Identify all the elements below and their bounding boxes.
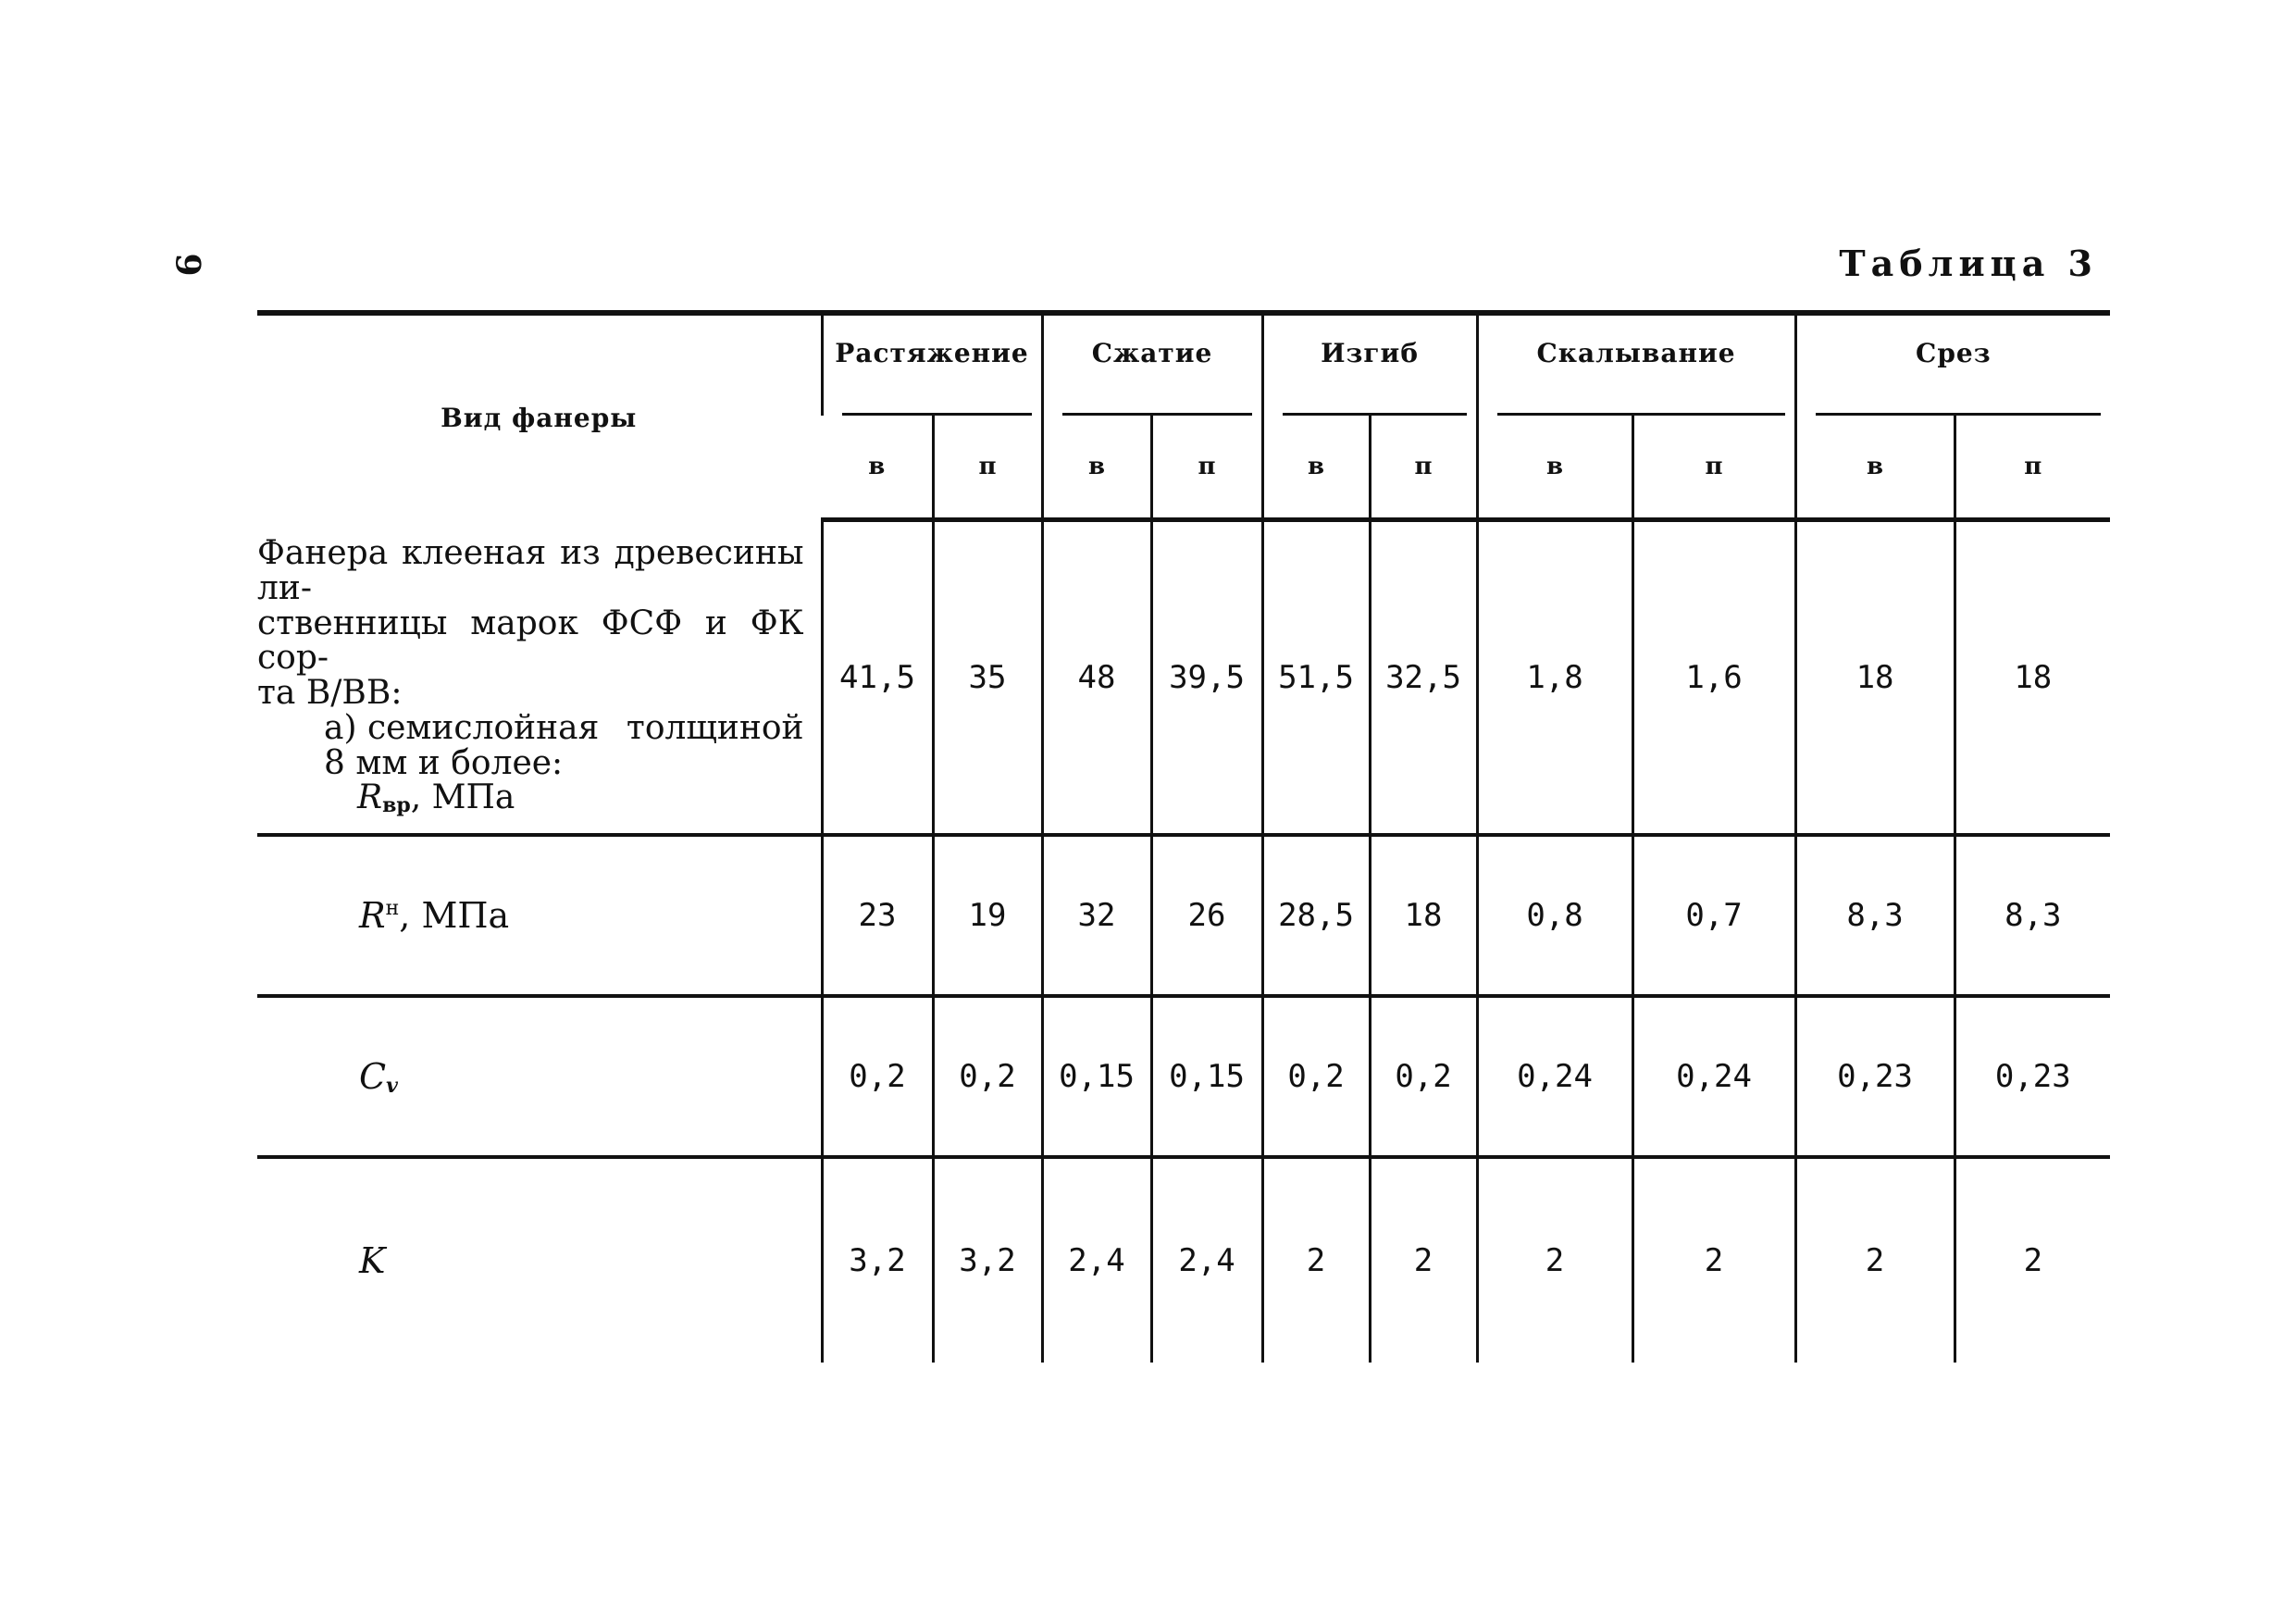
symbol-rn-superscript: н (385, 897, 400, 920)
header-compression (1042, 313, 1262, 416)
row-label-k: K (359, 1240, 386, 1281)
cell-r2-tension-p: 19 (933, 835, 1042, 996)
description-line-1: Фанера клееная из древесины ли- (257, 533, 804, 607)
cell-r2-chipping-v: 0,8 (1477, 835, 1632, 996)
subcol-bending-p: п (1370, 416, 1477, 520)
cell-r2-chipping-p: 0,7 (1632, 835, 1795, 996)
cell-r1-compression-v: 48 (1042, 520, 1151, 836)
cell-r3-tension-v: 0,2 (822, 996, 933, 1157)
cell-r1-bending-p: 32,5 (1370, 520, 1477, 836)
description-line-3: та В/ВВ: (257, 674, 403, 713)
cell-r4-shear-p: 2 (1955, 1157, 2110, 1363)
cell-r2-tension-v: 23 (822, 835, 933, 996)
cell-r3-bending-v: 0,2 (1262, 996, 1370, 1157)
cell-r1-chipping-v: 1,8 (1477, 520, 1632, 836)
cell-r4-chipping-p: 2 (1632, 1157, 1795, 1363)
subcol-compression-p: п (1151, 416, 1262, 520)
cell-r1-shear-p: 18 (1955, 520, 2110, 836)
subcol-tension-v: в (822, 416, 933, 520)
cell-r4-shear-v: 2 (1795, 1157, 1955, 1363)
symbol-r-subscript: вр (382, 793, 411, 818)
table-row (257, 1157, 2110, 1363)
cell-r2-bending-p: 18 (1370, 835, 1477, 996)
symbol-rn-unit: , МПа (399, 895, 510, 936)
cell-r1-tension-v: 41,5 (822, 520, 933, 836)
header-tension (822, 313, 1042, 416)
cell-r4-bending-p: 2 (1370, 1157, 1477, 1363)
cell-r3-shear-p: 0,23 (1955, 996, 2110, 1157)
header-bending (1262, 313, 1477, 416)
cell-r4-tension-v: 3,2 (822, 1157, 933, 1363)
description-line-4 (257, 708, 804, 747)
cell-r3-compression-p: 0,15 (1151, 996, 1262, 1157)
description-line-4-right: толщиной (626, 708, 804, 747)
subcol-chipping-p: п (1632, 416, 1795, 520)
cell-r1-shear-v: 18 (1795, 520, 1955, 836)
table-caption: Таблица 3 (1839, 243, 2098, 284)
header-tension-label: Растяжение (835, 337, 1029, 368)
page-number: 9 (168, 253, 207, 277)
cell-r3-chipping-p: 0,24 (1632, 996, 1795, 1157)
row-label-cv (257, 996, 822, 1157)
cell-r4-bending-v: 2 (1262, 1157, 1370, 1363)
header-bending-label: Изгиб (1321, 337, 1419, 368)
cell-r1-bending-v: 51,5 (1262, 520, 1370, 836)
cell-r2-bending-v: 28,5 (1262, 835, 1370, 996)
header-chipping (1477, 313, 1795, 416)
description-symbol-line (257, 780, 804, 816)
symbol-r: R (357, 778, 383, 817)
subcol-tension-p: п (933, 416, 1042, 520)
cell-r1-compression-p: 39,5 (1151, 520, 1262, 836)
cell-r2-compression-v: 32 (1042, 835, 1151, 996)
row-label-plywood-description (257, 520, 822, 836)
subcol-compression-v: в (1042, 416, 1151, 520)
description-line-2: ственницы марок ФСФ и ФК сор- (257, 604, 804, 678)
subcol-shear-v: в (1795, 416, 1955, 520)
cell-r3-chipping-v: 0,24 (1477, 996, 1632, 1157)
cell-r3-shear-v: 0,23 (1795, 996, 1955, 1157)
cell-r4-compression-v: 2,4 (1042, 1157, 1151, 1363)
cell-r1-chipping-p: 1,6 (1632, 520, 1795, 836)
subcol-shear-p: п (1955, 416, 2110, 520)
subcol-chipping-v: в (1477, 416, 1632, 520)
cell-r3-bending-p: 0,2 (1370, 996, 1477, 1157)
cell-r2-compression-p: 26 (1151, 835, 1262, 996)
description-line-5: 8 мм и более: (324, 743, 564, 782)
description-line-4-left: а) семислойная (324, 708, 600, 747)
row-label-rn (257, 835, 822, 996)
cell-r3-compression-v: 0,15 (1042, 996, 1151, 1157)
header-chipping-label: Скалывание (1536, 337, 1736, 368)
cell-r1-tension-p: 35 (933, 520, 1042, 836)
subcol-bending-v: в (1262, 416, 1370, 520)
header-shear-label: Срез (1916, 337, 1992, 368)
table-row (257, 520, 2110, 836)
symbol-cv: C (359, 1055, 387, 1097)
cell-r2-shear-p: 8,3 (1955, 835, 2110, 996)
cell-r3-tension-p: 0,2 (933, 996, 1042, 1157)
table-row (257, 996, 2110, 1157)
header-shear (1795, 313, 2110, 416)
properties-table (257, 310, 2110, 1363)
symbol-unit: , МПа (410, 778, 515, 817)
symbol-cv-subscript: v (386, 1073, 398, 1098)
cell-r2-shear-v: 8,3 (1795, 835, 1955, 996)
header-plywood-type: Вид фанеры (257, 313, 822, 520)
header-compression-label: Сжатие (1091, 337, 1213, 368)
table-row (257, 835, 2110, 996)
cell-r4-tension-p: 3,2 (933, 1157, 1042, 1363)
header-row-groups (257, 313, 2110, 416)
cell-r4-compression-p: 2,4 (1151, 1157, 1262, 1363)
symbol-rn: R (359, 895, 386, 936)
cell-r4-chipping-v: 2 (1477, 1157, 1632, 1363)
